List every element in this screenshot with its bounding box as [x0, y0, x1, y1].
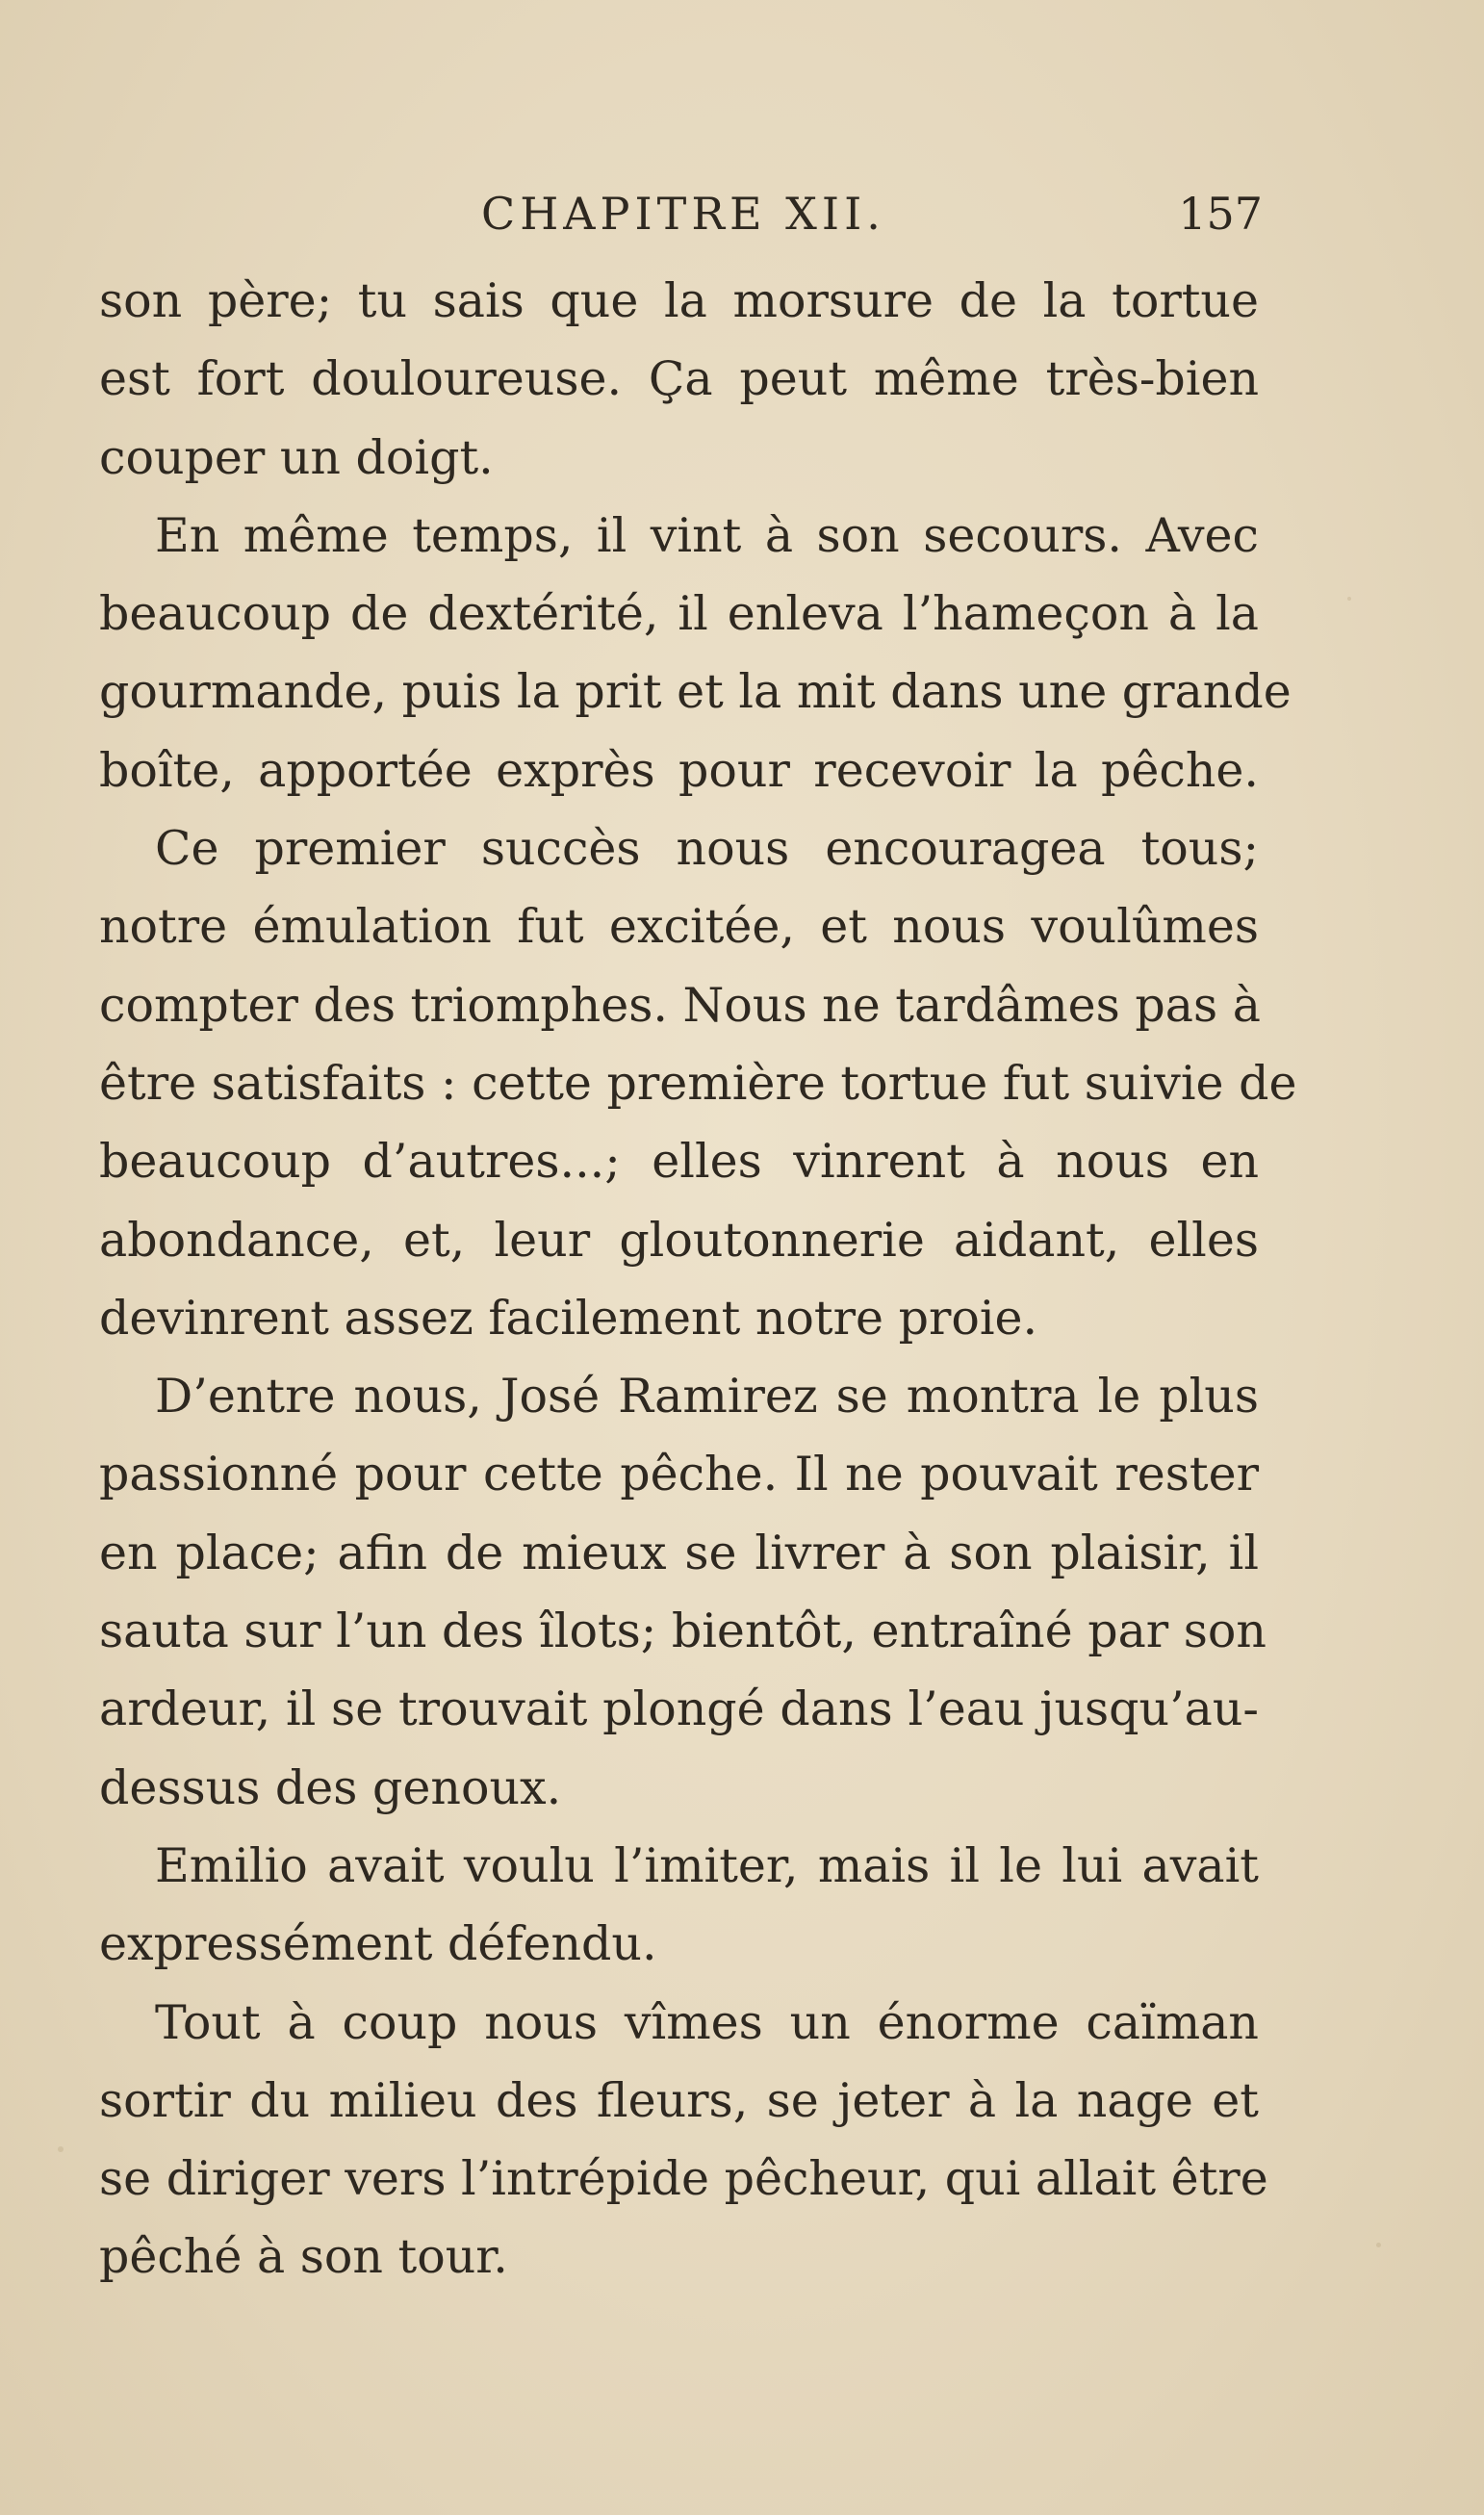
paper-stain: [1347, 597, 1351, 601]
body-text: [99, 262, 1297, 2297]
text-line: notre émulation fut excitée, et nous voulûmes: [99, 899, 1259, 955]
paper-stain: [1376, 2243, 1381, 2247]
text-line: sauta sur l’un des îlots; bientôt, entraîné par son: [99, 1604, 1267, 1659]
text-line: abondance, et, leur gloutonnerie aidant, elles: [99, 1212, 1259, 1268]
text-line: se diriger vers l’intrépide pêcheur, qui allait être: [99, 2151, 1268, 2207]
text-line: Tout à coup nous vîmes un énorme caïman: [155, 1994, 1259, 2050]
text-line: Ce premier succès nous encouragea tous;: [155, 821, 1259, 877]
text-line: beaucoup d’autres...; elles vinrent à nous en: [99, 1134, 1259, 1190]
running-header: [96, 188, 1263, 245]
text-line: D’entre nous, José Ramirez se montra le plus: [155, 1369, 1259, 1424]
text-line: être satisfaits : cette première tortue fut suivie de: [99, 1055, 1297, 1111]
text-line: En même temps, il vint à son secours. Avec: [155, 507, 1259, 563]
text-line: expressément défendu.: [99, 1916, 657, 1972]
text-line: pêché à son tour.: [99, 2229, 508, 2285]
text-line: sortir du milieu des fleurs, se jeter à la nage et: [99, 2072, 1259, 2128]
text-line: son père; tu sais que la morsure de la tortue: [99, 273, 1259, 328]
text-line: boîte, apportée exprès pour recevoir la pêche.: [99, 742, 1259, 798]
text-line: en place; afin de mieux se livrer à son plaisir, il: [99, 1525, 1259, 1580]
text-line: passionné pour cette pêche. Il ne pouvait rester: [99, 1447, 1259, 1502]
text-line: Emilio avait voulu l’imiter, mais il le lui avait: [155, 1837, 1259, 1893]
text-line: est fort douloureuse. Ça peut même très-bien: [99, 351, 1259, 407]
page-number: 157: [1178, 188, 1263, 240]
text-line: gourmande, puis la prit et la mit dans une grande: [99, 664, 1292, 720]
text-line: couper un doigt.: [99, 429, 494, 485]
text-line: beaucoup de dextérité, il enleva l’hameçon à la: [99, 586, 1259, 642]
chapter-heading: CHAPITRE XII.: [481, 188, 885, 240]
paper-stain: [58, 2146, 64, 2152]
text-line: devinrent assez facilement notre proie.: [99, 1290, 1038, 1346]
text-line: dessus des genoux.: [99, 1759, 562, 1815]
text-line: ardeur, il se trouvait plongé dans l’eau jusqu’au-: [99, 1681, 1259, 1737]
text-line: compter des triomphes. Nous ne tardâmes pas à: [99, 977, 1261, 1033]
